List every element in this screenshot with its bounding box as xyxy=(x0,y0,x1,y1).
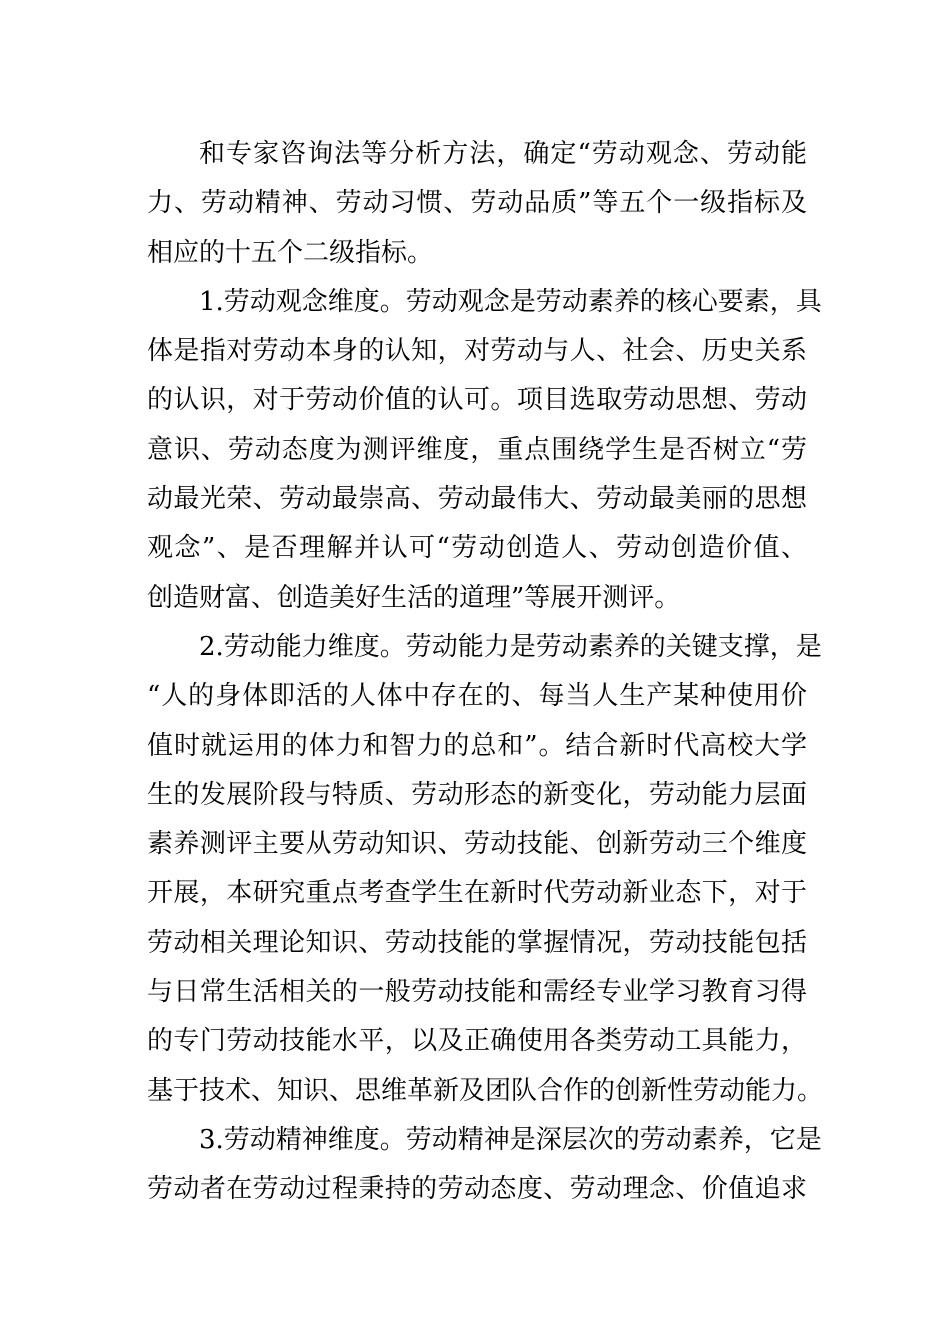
text-line: 素养测评主要从劳动知识、劳动技能、创新劳动三个维度 xyxy=(147,829,807,860)
paragraph-labor-ability xyxy=(147,623,824,1116)
text-line: 力、劳动精神、劳动习惯、劳动品质”等五个一级指标及 xyxy=(147,188,807,219)
text-line: 创造财富、创造美好生活的道理”等展开测评。 xyxy=(147,582,681,613)
text-line: 3.劳动精神维度。劳动精神是深层次的劳动素养，它是 xyxy=(199,1124,822,1155)
text-line: 基于技术、知识、思维革新及团队合作的创新性劳动能力。 xyxy=(147,1075,824,1106)
text-line: 生的发展阶段与特质、劳动形态的新变化，劳动能力层面 xyxy=(147,779,807,810)
text-line: 意识、劳动态度为测评维度，重点围绕学生是否树立“劳 xyxy=(147,434,807,465)
text-line: 的专门劳动技能水平，以及正确使用各类劳动工具能力， xyxy=(147,1026,807,1057)
text-line: 值时就运用的体力和智力的总和”。结合新时代高校大学 xyxy=(147,730,807,761)
text-line: 的认识，对于劳动价值的认可。项目选取劳动思想、劳动 xyxy=(147,385,807,416)
text-line: 1.劳动观念维度。劳动观念是劳动素养的核心要素，具 xyxy=(199,286,822,317)
paragraph-labor-spirit xyxy=(147,1116,822,1215)
text-line: 开展，本研究重点考查学生在新时代劳动新业态下，对于 xyxy=(147,878,807,909)
document-body xyxy=(147,130,824,1215)
paragraph-labor-concept xyxy=(147,278,822,623)
paragraph-continuation xyxy=(147,130,807,278)
text-line: 劳动者在劳动过程秉持的劳动态度、劳动理念、价值追求 xyxy=(147,1174,807,1205)
text-line: 体是指对劳动本身的认知，对劳动与人、社会、历史关系 xyxy=(147,336,807,367)
text-line: 动最光荣、劳动最崇高、劳动最伟大、劳动最美丽的思想 xyxy=(147,484,807,515)
text-line: 与日常生活相关的一般劳动技能和需经专业学习教育习得 xyxy=(147,977,807,1008)
text-line: 2.劳动能力维度。劳动能力是劳动素养的关键支撑，是 xyxy=(199,631,822,662)
text-line: 劳动相关理论知识、劳动技能的掌握情况，劳动技能包括 xyxy=(147,927,807,958)
text-line: 相应的十五个二级指标。 xyxy=(147,237,434,268)
text-line: 观念”、是否理解并认可“劳动创造人、劳动创造价值、 xyxy=(147,533,807,564)
text-line: 和专家咨询法等分析方法，确定“劳动观念、劳动能 xyxy=(199,139,807,169)
text-line: “人的身体即活的人体中存在的、每当人生产某种使用价 xyxy=(147,681,807,712)
